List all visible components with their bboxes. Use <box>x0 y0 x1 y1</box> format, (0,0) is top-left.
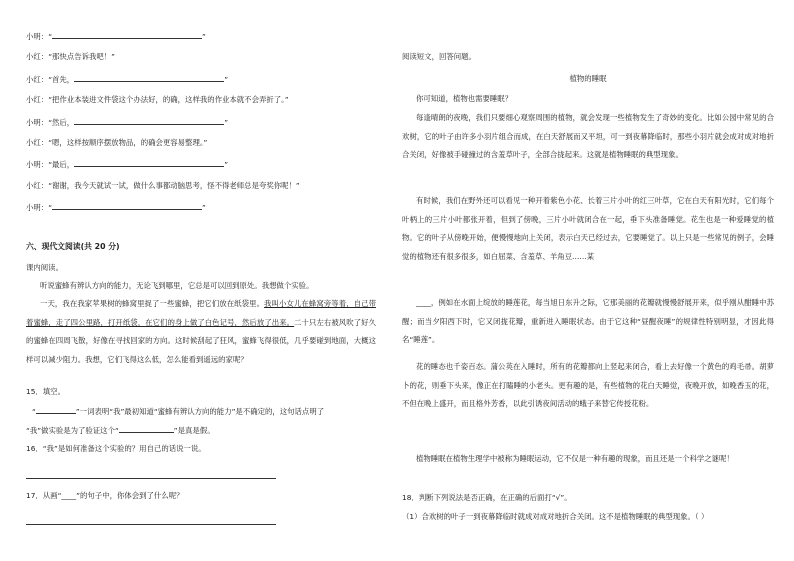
speaker: 小明： <box>26 118 49 127</box>
answer-blank[interactable] <box>52 201 202 210</box>
question-15-line-a <box>32 405 324 417</box>
reading-instruction: 阅读短文，回答问题。 <box>402 52 476 61</box>
passage-text: 一天，我在我家苹果树的蜂窝里捉了一些蜜蜂，把它们放在纸袋里。 <box>40 299 265 308</box>
passage-p2: 每逢晴朗的夜晚，我们只要细心观察周围的植物，就会发现一些植物发生了奇妙的变化。比如公园中常见的合欢树，它的叶子由许多小羽片组合而成，在白天舒展而又平坦，可一到夜幕降临时，那些小羽片就会成对成对地折合关闭，好像被手碰撞过的含羞草叶子，全部合拢起来。这就是植物睡眠的典型现象。 <box>402 113 774 160</box>
speaker: 小红： <box>26 75 49 84</box>
dialog-line-6 <box>26 137 207 148</box>
question-18: 18．判断下列说法是否正确，在正确的后面打“√”。 <box>402 493 572 502</box>
q-text: “ <box>32 407 36 416</box>
underlined-sentence: 我叫小女儿在蜂窝旁等着，自己带着蜜蜂，走了四公里路，打开纸袋，在它们的身上做了白色记号，然后放了出来。 <box>26 299 376 327</box>
dialog-text: “然后， <box>48 118 75 127</box>
speaker: 小明： <box>26 203 49 212</box>
answer-line-17 <box>26 516 276 528</box>
passage-title: 植物的睡眠 <box>569 74 607 83</box>
passage-p5: 花的睡态也千姿百态。蒲公英在入睡时，所有的花瓣都向上竖起来闭合，看上去好像一个黄色的鸡毛帚。胡萝卜的花，则垂下头来，像正在打瞌睡的小老头。更有趣的是，有些植物的花白天睡觉，夜晚开放，如晚香玉的花，不但在晚上盛开，而且格外芳香，以此引诱夜间活动的蛾子来替它传授花粉。 <box>402 362 774 409</box>
speaker: 小红： <box>26 52 49 61</box>
passage-text: 二十只左右被风吹了好久的蜜蜂在四周飞散，好像在寻找回家的方向。这时候刮起了狂风，蜜蜂飞得很低，几乎要碰到地面，大概这样可以减少阻力。我想，它们飞得这么低，怎么能看到遥远的家呢？ <box>26 317 376 364</box>
question-15-line-b <box>26 424 215 436</box>
dialog-text: “谢谢，我今天就试一试，做什么事都动脑思考，怪不得老师总是夸奖你呢！” <box>48 181 300 190</box>
read-instruction: 课内阅读。 <box>26 263 63 272</box>
dialog-line-9 <box>26 201 206 213</box>
answer-line-16 <box>26 470 276 482</box>
passage-p3: 有时候，我们在野外还可以看见一种开着紫色小花、长着三片小叶的红三叶草，它在白天有阳光时，它们每个叶柄上的三片小叶都张开着，但到了傍晚，三片小叶就闭合在一起，垂下头准备睡觉。花生也是一种爱睡觉的植物。它的叶子从傍晚开始，便慢慢地向上关闭，表示白天已经过去，它要睡觉了。以上只是一些常见的例子，会睡觉的植物还有很多很多，如白屈菜、含羞草、羊角豆……某 <box>402 196 774 261</box>
passage-p1: 你可知道，植物也需要睡眠？ <box>416 94 513 103</box>
section-title: 六、现代文阅读(共 20 分) <box>26 242 120 251</box>
dialog-line-7 <box>26 158 228 170</box>
q-text: ”一词表明“我”最初知道“蜜蜂有辨认方向的能力”是不确定的，这句话点明了 <box>75 407 325 416</box>
answer-blank[interactable] <box>74 158 224 167</box>
q-text: ”是真是假。 <box>173 426 215 435</box>
answer-blank[interactable] <box>26 470 276 479</box>
dialog-text: ” <box>224 75 229 84</box>
dialog-text: “ <box>48 203 53 212</box>
question-15: 15．填空。 <box>26 387 65 396</box>
dialog-line-5 <box>26 116 228 128</box>
dialog-line-8 <box>26 180 300 191</box>
question-18-item-1: （1）合欢树的叶子一到夜幕降临时就成对成对地折合关闭。这不是植物睡眠的典型现象。（ ） <box>402 512 709 521</box>
dialog-text: “ <box>48 32 53 41</box>
speaker: 小明： <box>26 32 49 41</box>
dialog-text: ” <box>224 118 229 127</box>
dialog-line-1 <box>26 30 206 42</box>
dialog-text: ” <box>224 160 229 169</box>
question-17: 17．从画“____”的句子中，你体会到了什么呢？ <box>26 491 184 500</box>
answer-blank[interactable] <box>52 30 202 39</box>
dialog-text: ” <box>202 203 206 212</box>
speaker: 小红： <box>26 138 49 147</box>
answer-blank[interactable] <box>36 405 76 414</box>
dialog-line-2 <box>26 51 115 62</box>
passage-p4: ____，例如在水面上绽放的睡莲花，每当旭日东升之际，它那美丽的花瓣就慢慢舒展开来，似乎刚从酣睡中苏醒；而当夕阳西下时，它又闭拢花瓣，重新进入睡眠状态。由于它这种“昼醒夜睡”的规律性特别明显，才因此得名“睡莲”。 <box>402 298 774 345</box>
dialog-text: ” <box>202 32 206 41</box>
q-text: “我”做实验是为了验证这个“ <box>26 426 119 435</box>
speaker: 小明： <box>26 160 49 169</box>
passage-paragraph-1: 听说蜜蜂有辨认方向的能力，无论飞到哪里，它总是可以回到原处。我想做个实验。 <box>40 281 314 290</box>
dialog-text: “把作业本装进文件袋这个办法好，的确，这样我的作业本就不会弄折了。” <box>48 95 289 104</box>
answer-blank[interactable] <box>74 73 224 82</box>
question-16: 16．“我”是如何准备这个实验的？用自己的话说一说。 <box>26 444 206 453</box>
speaker: 小红： <box>26 95 49 104</box>
passage-p6: 植物睡眠在植物生理学中被称为睡眠运动，它不仅是一种有趣的现象，而且还是一个科学之谜呢！ <box>416 454 734 463</box>
dialog-text: “最后， <box>48 160 75 169</box>
dialog-text: “那快点告诉我吧！” <box>48 52 115 61</box>
answer-blank[interactable] <box>26 516 276 525</box>
answer-blank[interactable] <box>74 116 224 125</box>
dialog-line-3 <box>26 73 228 85</box>
speaker: 小红： <box>26 181 49 190</box>
dialog-line-4 <box>26 94 289 105</box>
answer-blank[interactable] <box>119 424 174 433</box>
dialog-text: “首先， <box>48 75 75 84</box>
dialog-text: “嗯，这样按顺序摆放物品，的确会更容易整理。” <box>48 138 208 147</box>
passage-paragraph-2 <box>26 295 376 369</box>
